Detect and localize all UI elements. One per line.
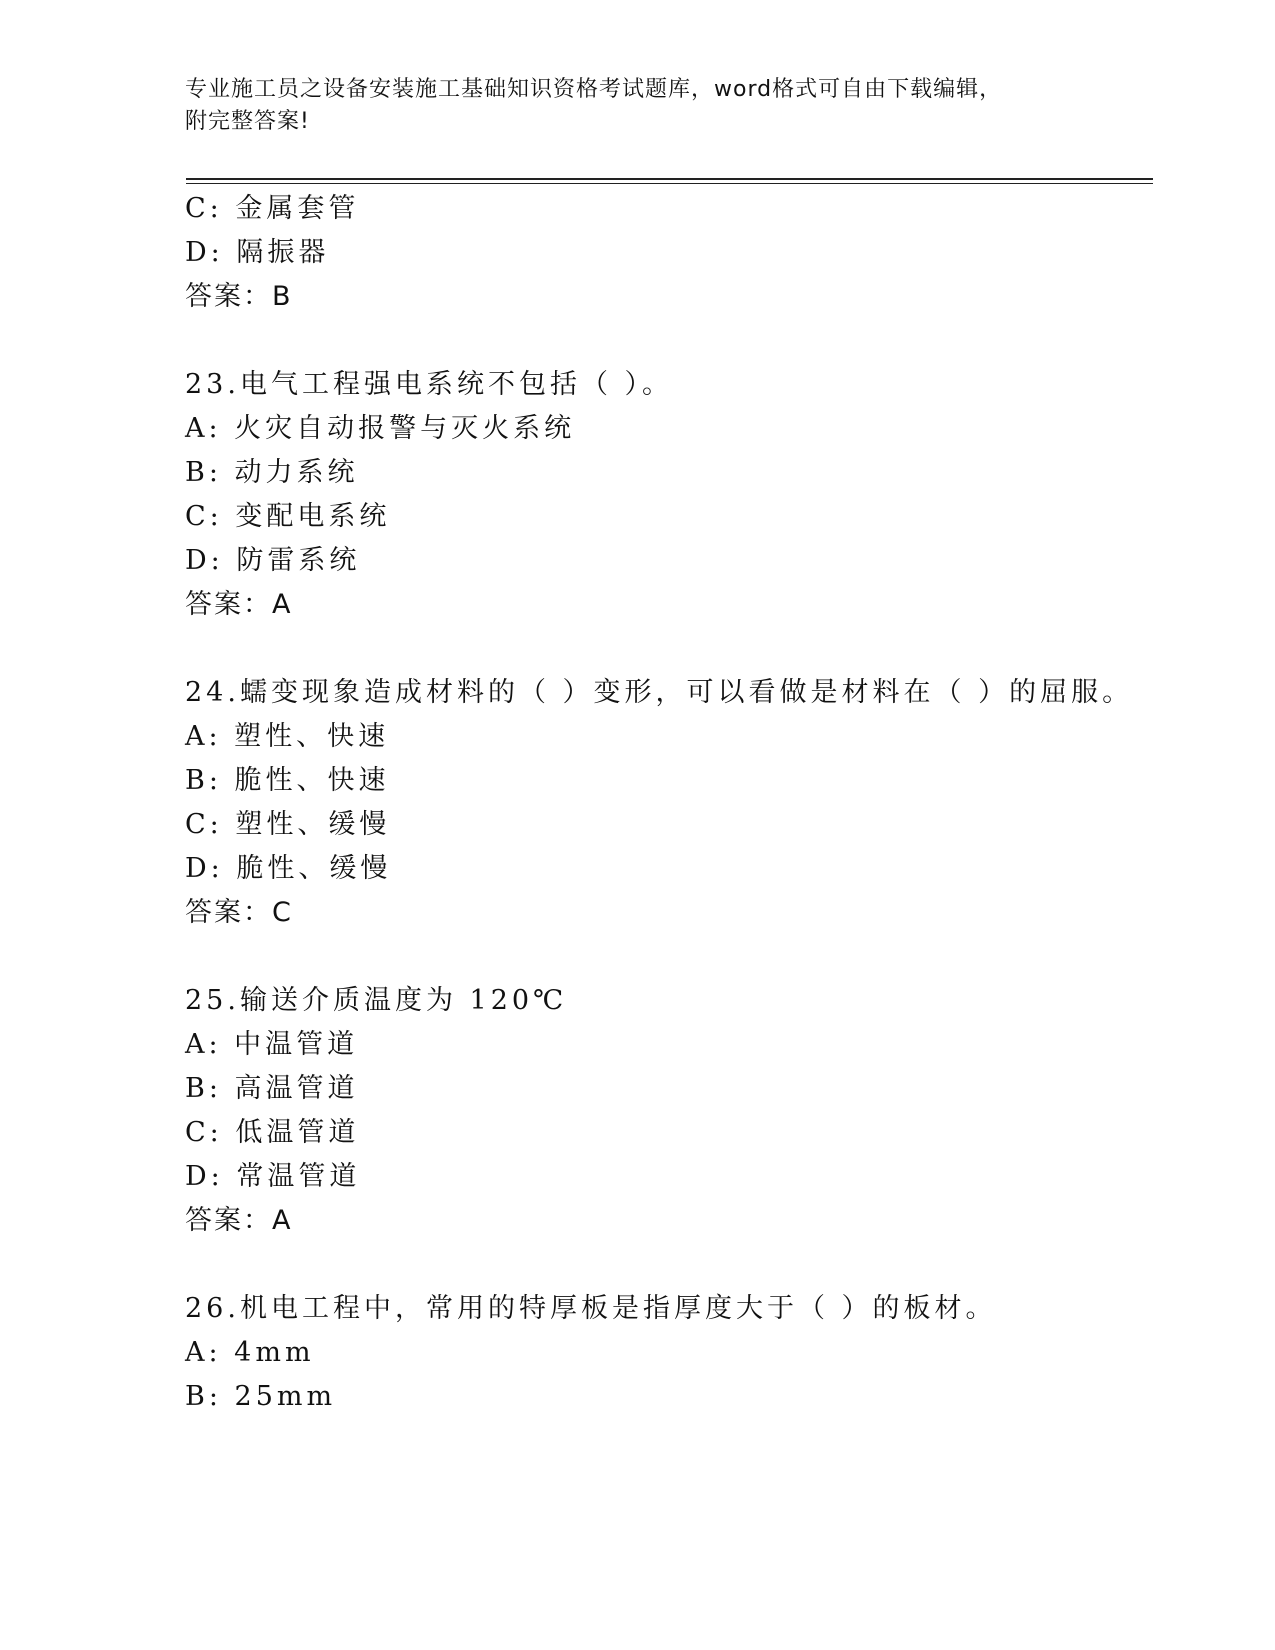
q23-answer: 答案：A (185, 589, 293, 620)
q22-answer: 答案：B (185, 281, 293, 312)
q23-option-a: A: 火灾自动报警与灭火系统 (185, 413, 576, 444)
q25-option-d: D: 常温管道 (185, 1161, 361, 1192)
q25-option-b: B: 高温管道 (185, 1073, 359, 1104)
q23-question: 23.电气工程强电系统不包括（ ）。 (185, 369, 674, 400)
q25-option-c: C: 低温管道 (185, 1117, 360, 1148)
q24-option-a: A: 塑性、快速 (185, 721, 390, 752)
header-line-1: 专业施工员之设备安装施工基础知识资格考试题库，word格式可自由下载编辑， (185, 77, 1003, 102)
q25-answer: 答案：A (185, 1205, 293, 1236)
q26-option-a: A: 4mm (185, 1337, 315, 1368)
q23-option-b: B: 动力系统 (185, 457, 359, 488)
document-header (185, 74, 1085, 138)
q25-option-a: A: 中温管道 (185, 1029, 359, 1060)
header-rule-thick (186, 178, 1153, 180)
q23-option-c: C: 变配电系统 (185, 501, 391, 532)
q23-option-d: D: 防雷系统 (185, 545, 361, 576)
q24-option-d: D: 脆性、缓慢 (185, 853, 392, 884)
q26-question: 26.机电工程中，常用的特厚板是指厚度大于（ ）的板材。 (185, 1293, 997, 1324)
q24-question: 24.蠕变现象造成材料的（ ）变形，可以看做是材料在（ ）的屈服。 (185, 677, 1134, 708)
header-rule-thin (186, 183, 1153, 184)
q22-option-c: C: 金属套管 (185, 193, 360, 224)
q25-question: 25.输送介质温度为 120℃ (185, 985, 568, 1016)
q24-option-b: B: 脆性、快速 (185, 765, 390, 796)
q22-option-d: D: 隔振器 (185, 237, 330, 268)
q24-option-c: C: 塑性、缓慢 (185, 809, 391, 840)
q26-option-b: B: 25mm (185, 1381, 337, 1412)
header-line-2: 附完整答案! (185, 109, 310, 134)
q24-answer: 答案：C (185, 897, 293, 928)
